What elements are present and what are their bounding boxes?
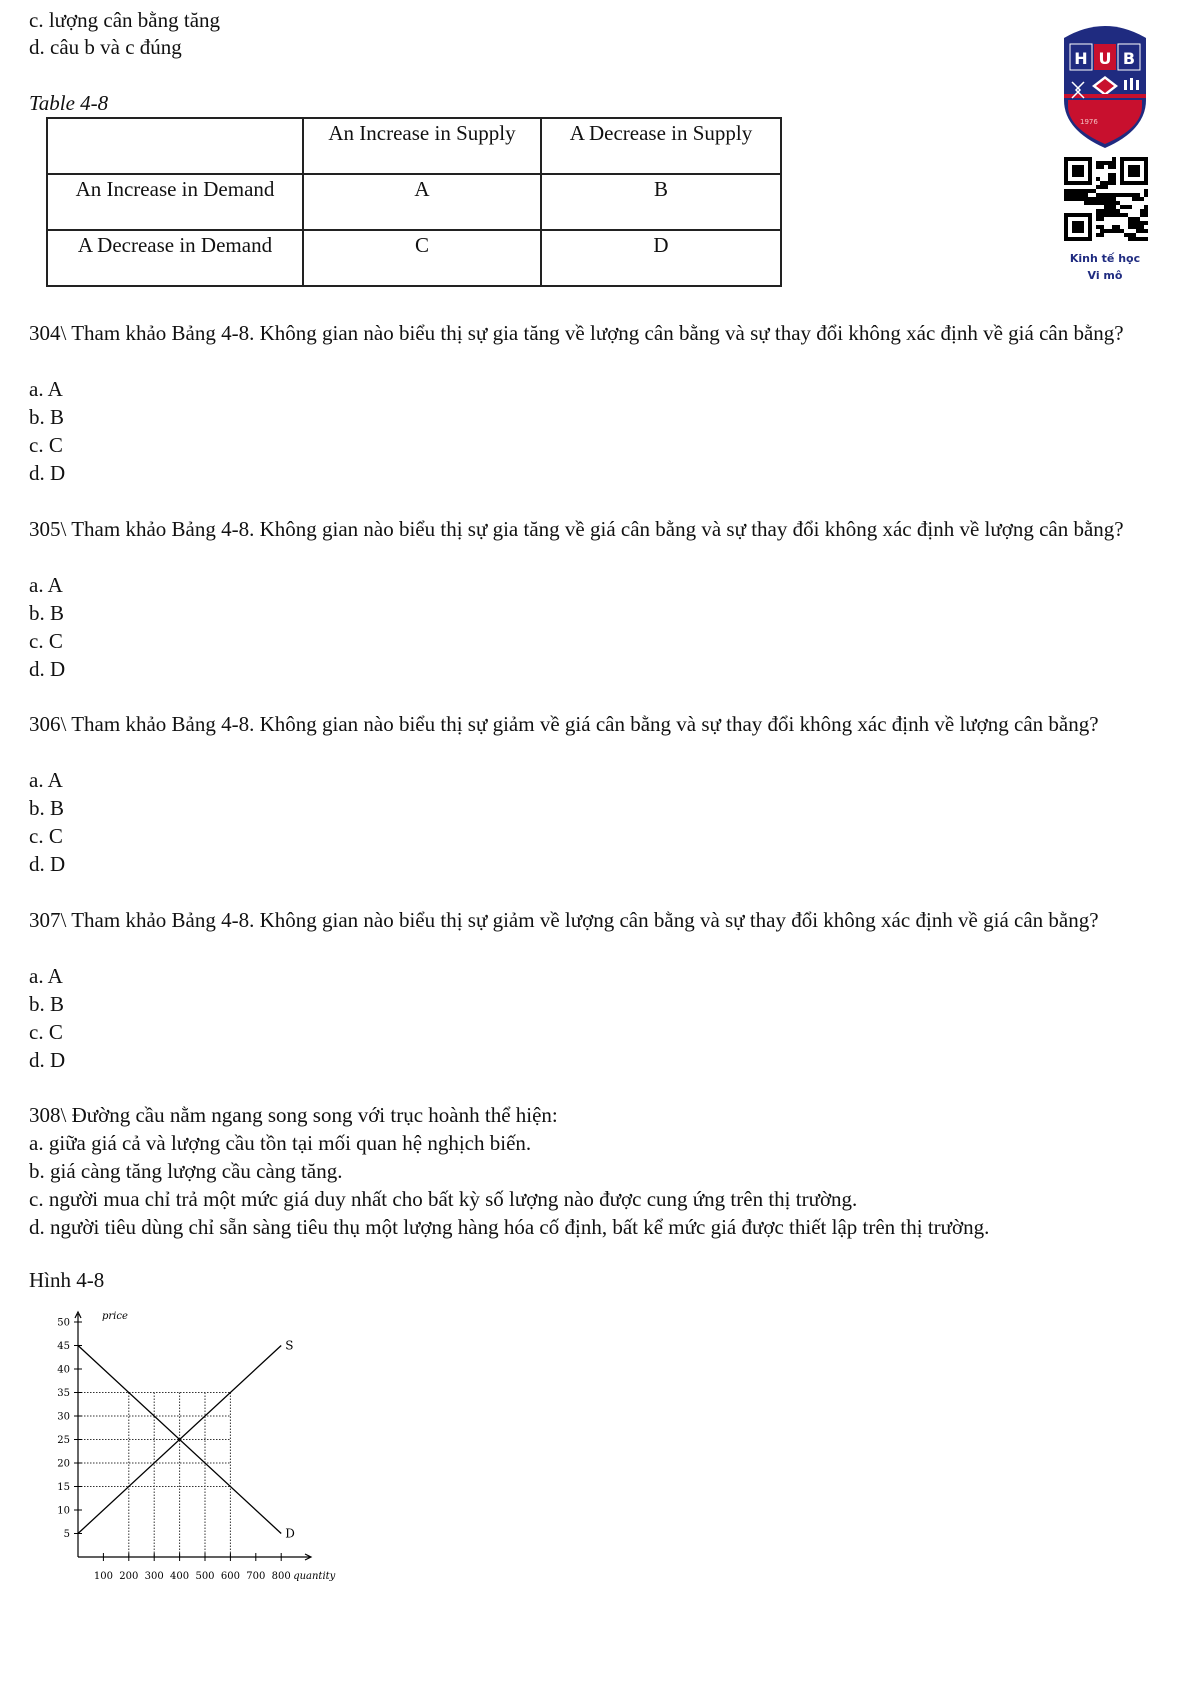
question-307-stem: 307\ Tham khảo Bảng 4-8. Không gian nào biểu thị sự giảm về lượng cân bằng và sự thay đổi không xác định về giá cân bằng? [29, 908, 1099, 932]
x-tick-label: 300 [144, 1571, 164, 1582]
x-tick-label: 800 [271, 1571, 291, 1582]
x-tick-label: 100 [93, 1571, 113, 1582]
table-cell: B [541, 174, 781, 230]
option-c: c. C [29, 433, 63, 457]
y-tick-label: 35 [57, 1388, 70, 1399]
option-a: a. giữa giá cả và lượng cầu tồn tại mối quan hệ nghịch biến. [29, 1131, 532, 1155]
option-a: a. A [29, 377, 63, 401]
prev-option-c: c. lượng cân bằng tăng [29, 8, 221, 32]
table-caption: Table 4-8 [29, 91, 109, 115]
question-308-stem: 308\ Đường cầu nằm ngang song song với trục hoành thể hiện: [29, 1103, 558, 1127]
demand-curve-label: D [285, 1526, 295, 1541]
qr-caption-line: Vi mô [1087, 269, 1123, 282]
supply-demand-chart [50, 1292, 370, 1592]
y-tick-label: 10 [57, 1505, 70, 1517]
table-header-cell: An Increase in Supply [303, 118, 541, 174]
table-cell: A [303, 174, 541, 230]
option-b: b. B [29, 405, 65, 429]
x-tick-label: 700 [246, 1571, 266, 1582]
figure-title: Hình 4-8 [29, 1268, 105, 1292]
qr-caption [1040, 250, 1170, 284]
option-a: a. A [29, 768, 63, 792]
table-cell: C [303, 230, 541, 286]
option-d: d. người tiêu dùng chỉ sẵn sàng tiêu thụ một lượng hàng hóa cố định, bất kể mức giá được thiết lập trên thị trường. [29, 1215, 990, 1239]
table-header-row [47, 118, 781, 174]
x-tick-label: 400 [170, 1571, 190, 1582]
y-tick-label: 5 [63, 1529, 70, 1540]
table-row [47, 174, 781, 230]
logo-letter-b: B [1122, 49, 1136, 68]
option-c: c. C [29, 1020, 63, 1044]
y-tick-label: 15 [57, 1482, 70, 1493]
option-d: d. D [29, 657, 66, 681]
y-tick-label: 40 [57, 1364, 70, 1376]
option-c: c. C [29, 824, 63, 848]
prev-option-d: d. câu b và c đúng [29, 35, 182, 59]
y-tick-label: 45 [57, 1341, 70, 1352]
y-tick-label: 25 [57, 1435, 70, 1446]
x-tick-label: 200 [119, 1571, 139, 1582]
hub-logo [1058, 20, 1152, 155]
y-axis-label: price [102, 1311, 128, 1322]
table-row-header: An Increase in Demand [47, 174, 303, 230]
y-tick-label: 20 [57, 1458, 70, 1470]
option-d: d. D [29, 852, 66, 876]
option-a: a. A [29, 964, 63, 988]
table-cell: D [541, 230, 781, 286]
option-a: a. A [29, 573, 63, 597]
question-305-stem: 305\ Tham khảo Bảng 4-8. Không gian nào biểu thị sự gia tăng về giá cân bằng và sự thay đổi không xác định về lượng cân bằng? [29, 517, 1124, 541]
question-304-stem: 304\ Tham khảo Bảng 4-8. Không gian nào biểu thị sự gia tăng về lượng cân bằng và sự thay đổi không xác định về giá cân bằng? [29, 321, 1124, 345]
table-row [47, 230, 781, 286]
y-tick-label: 50 [57, 1317, 70, 1329]
x-tick-label: 600 [220, 1571, 240, 1582]
x-axis-label: quantity [293, 1571, 336, 1582]
logo-year: 1976 [1080, 118, 1098, 126]
table-header-cell-empty [47, 118, 303, 174]
logo-letter-u: U [1098, 49, 1112, 68]
option-c: c. người mua chỉ trả một mức giá duy nhất cho bất kỳ số lượng nào được cung ứng trên thị trường. [29, 1187, 858, 1211]
table-row-header: A Decrease in Demand [47, 230, 303, 286]
y-tick-label: 30 [57, 1411, 70, 1423]
question-306-stem: 306\ Tham khảo Bảng 4-8. Không gian nào biểu thị sự giảm về giá cân bằng và sự thay đổi không xác định về lượng cân bằng? [29, 712, 1099, 736]
option-d: d. D [29, 461, 66, 485]
x-tick-label: 500 [195, 1571, 215, 1582]
hub-shield-icon [1058, 20, 1152, 150]
option-c: c. C [29, 629, 63, 653]
logo-letter-h: H [1074, 49, 1088, 68]
option-b: b. B [29, 796, 65, 820]
qr-code-icon [1064, 157, 1148, 241]
option-b: b. giá càng tăng lượng cầu càng tăng. [29, 1159, 343, 1183]
option-b: b. B [29, 601, 65, 625]
option-d: d. D [29, 1048, 66, 1072]
option-b: b. B [29, 992, 65, 1016]
table-header-cell: A Decrease in Supply [541, 118, 781, 174]
table-4-8 [46, 117, 782, 287]
supply-curve-label: S [285, 1338, 294, 1353]
qr-caption-line: Kinh tế học [1069, 252, 1141, 265]
